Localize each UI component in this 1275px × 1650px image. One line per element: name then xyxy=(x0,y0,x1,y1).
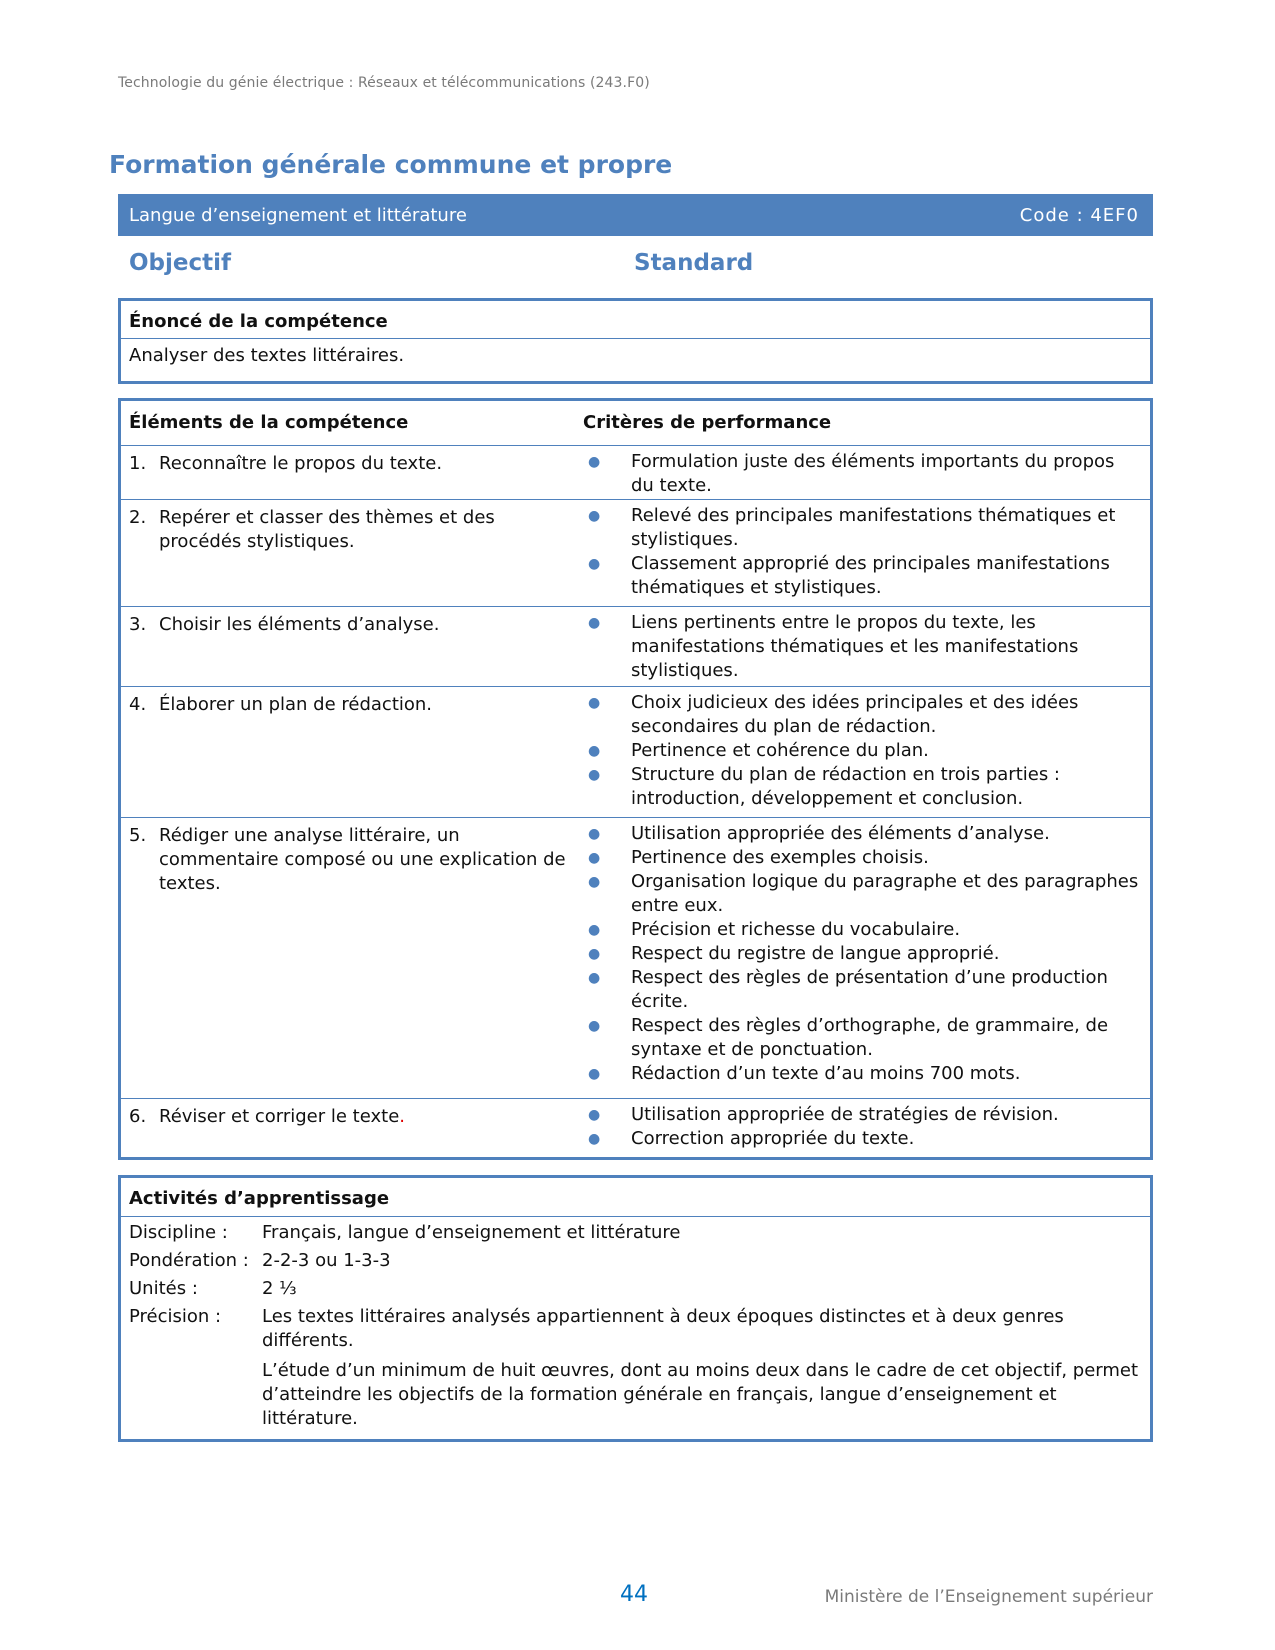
list-item: ● Respect des règles de présentation d’une production écrite. xyxy=(583,966,1142,1014)
list-item: ● Pertinence des exemples choisis. xyxy=(583,846,1142,870)
element-number: 6. xyxy=(129,1106,147,1127)
ponderation-line xyxy=(129,1249,1142,1273)
list-item: ● Structure du plan de rédaction en trois parties : introduction, développement et conclusion. xyxy=(583,763,1142,811)
list-item: ● Formulation juste des éléments importants du propos du texte. xyxy=(583,450,1142,498)
elements-heading: Éléments de la compétence xyxy=(129,412,409,433)
unites-label: Unités : xyxy=(129,1278,198,1299)
bullet-icon: ● xyxy=(588,946,601,962)
bullet-icon: ● xyxy=(588,454,601,470)
bullet-icon: ● xyxy=(588,743,601,759)
element-text: Choisir les éléments d’analyse. xyxy=(159,614,440,635)
precision-paragraph: L’étude d’un minimum de huit œuvres, dont au moins deux dans le cadre de cet objectif, permet d’atteindre les objectifs de la formation générale en français, langue d’enseignement et littérature. xyxy=(262,1360,1139,1429)
list-item: ● Organisation logique du paragraphe et des paragraphes entre eux. xyxy=(583,870,1142,918)
list-item: ● Classement approprié des principales manifestations thématiques et stylistiques. xyxy=(583,552,1142,600)
bullet-icon: ● xyxy=(588,922,601,938)
elements-table xyxy=(118,398,1153,1160)
elements-header-row xyxy=(121,401,1150,445)
bullet-icon: ● xyxy=(588,826,601,842)
activites-heading: Activités d’apprentissage xyxy=(121,1178,1150,1217)
list-item: ● Précision et richesse du vocabulaire. xyxy=(583,918,1142,942)
list-item: ● Relevé des principales manifestations thématiques et stylistiques. xyxy=(583,504,1142,552)
bullet-icon: ● xyxy=(588,615,601,631)
list-item: ● Choix judicieux des idées principales et des idées secondaires du plan de rédaction. xyxy=(583,691,1142,739)
standard-heading: Standard xyxy=(634,250,754,276)
enonce-box xyxy=(118,298,1153,384)
element-number: 2. xyxy=(129,507,147,528)
running-header: Technologie du génie électrique : Réseaux et télécommunications (243.F0) xyxy=(118,75,650,91)
table-row xyxy=(121,686,1150,817)
precision-line xyxy=(129,1305,1142,1437)
element-number: 1. xyxy=(129,453,147,474)
table-row xyxy=(121,445,1150,499)
enonce-text: Analyser des textes littéraires. xyxy=(121,338,1150,374)
list-item: ● Rédaction d’un texte d’au moins 700 mots. xyxy=(583,1062,1142,1086)
element-number: 3. xyxy=(129,614,147,635)
table-row xyxy=(121,1098,1150,1157)
course-bar xyxy=(118,194,1153,236)
element-text: Repérer et classer des thèmes et des procédés stylistiques. xyxy=(159,507,495,552)
element-text: Élaborer un plan de rédaction. xyxy=(159,694,433,715)
bullet-icon: ● xyxy=(588,874,601,890)
course-name: Langue d’enseignement et littérature xyxy=(129,204,467,226)
element-text: Rédiger une analyse littéraire, un commentaire composé ou une explication de textes. xyxy=(159,825,566,894)
discipline-line xyxy=(129,1221,1142,1245)
discipline-label: Discipline : xyxy=(129,1222,228,1243)
criteria-heading: Critères de performance xyxy=(583,412,832,433)
unites-line xyxy=(129,1277,1142,1301)
list-item: ● Respect du registre de langue approprié. xyxy=(583,942,1142,966)
section-title: Formation générale commune et propre xyxy=(109,150,673,179)
activites-box xyxy=(118,1175,1153,1442)
precision-label: Précision : xyxy=(129,1306,222,1327)
list-item: ● Correction appropriée du texte. xyxy=(583,1127,1142,1151)
element-number: 4. xyxy=(129,694,147,715)
precision-paragraph: Les textes littéraires analysés appartiennent à deux époques distinctes et à deux genres différents. xyxy=(262,1306,1064,1351)
element-text: Réviser et corriger le texte. xyxy=(159,1106,406,1127)
ponderation-value: 2-2-3 ou 1-3-3 xyxy=(262,1250,391,1271)
bullet-icon: ● xyxy=(588,850,601,866)
bullet-icon: ● xyxy=(588,1066,601,1082)
bullet-icon: ● xyxy=(588,767,601,783)
bullet-icon: ● xyxy=(588,695,601,711)
bullet-icon: ● xyxy=(588,556,601,572)
bullet-icon: ● xyxy=(588,970,601,986)
bullet-icon: ● xyxy=(588,1131,601,1147)
footer-organization: Ministère de l’Enseignement supérieur xyxy=(824,1587,1153,1607)
list-item: ● Utilisation appropriée de stratégies de révision. xyxy=(583,1103,1142,1127)
objectif-heading: Objectif xyxy=(129,250,232,276)
table-row xyxy=(121,606,1150,686)
list-item: ● Utilisation appropriée des éléments d’analyse. xyxy=(583,822,1142,846)
bullet-icon: ● xyxy=(588,508,601,524)
unites-value: 2 ⅓ xyxy=(262,1278,297,1299)
element-number: 5. xyxy=(129,825,147,846)
discipline-value: Français, langue d’enseignement et littérature xyxy=(262,1222,681,1243)
page-number: 44 xyxy=(620,1582,648,1607)
bullet-icon: ● xyxy=(588,1018,601,1034)
enonce-heading: Énoncé de la compétence xyxy=(129,311,388,332)
table-row xyxy=(121,817,1150,1098)
ponderation-label: Pondération : xyxy=(129,1250,249,1271)
bullet-icon: ● xyxy=(588,1107,601,1123)
element-text: Reconnaître le propos du texte. xyxy=(159,453,443,474)
list-item: ● Respect des règles d’orthographe, de grammaire, de syntaxe et de ponctuation. xyxy=(583,1014,1142,1062)
list-item: ● Liens pertinents entre le propos du texte, les manifestations thématiques et les manifestations stylistiques. xyxy=(583,611,1142,683)
list-item: ● Pertinence et cohérence du plan. xyxy=(583,739,1142,763)
course-code: Code : 4EF0 xyxy=(1019,204,1139,226)
table-row xyxy=(121,499,1150,606)
